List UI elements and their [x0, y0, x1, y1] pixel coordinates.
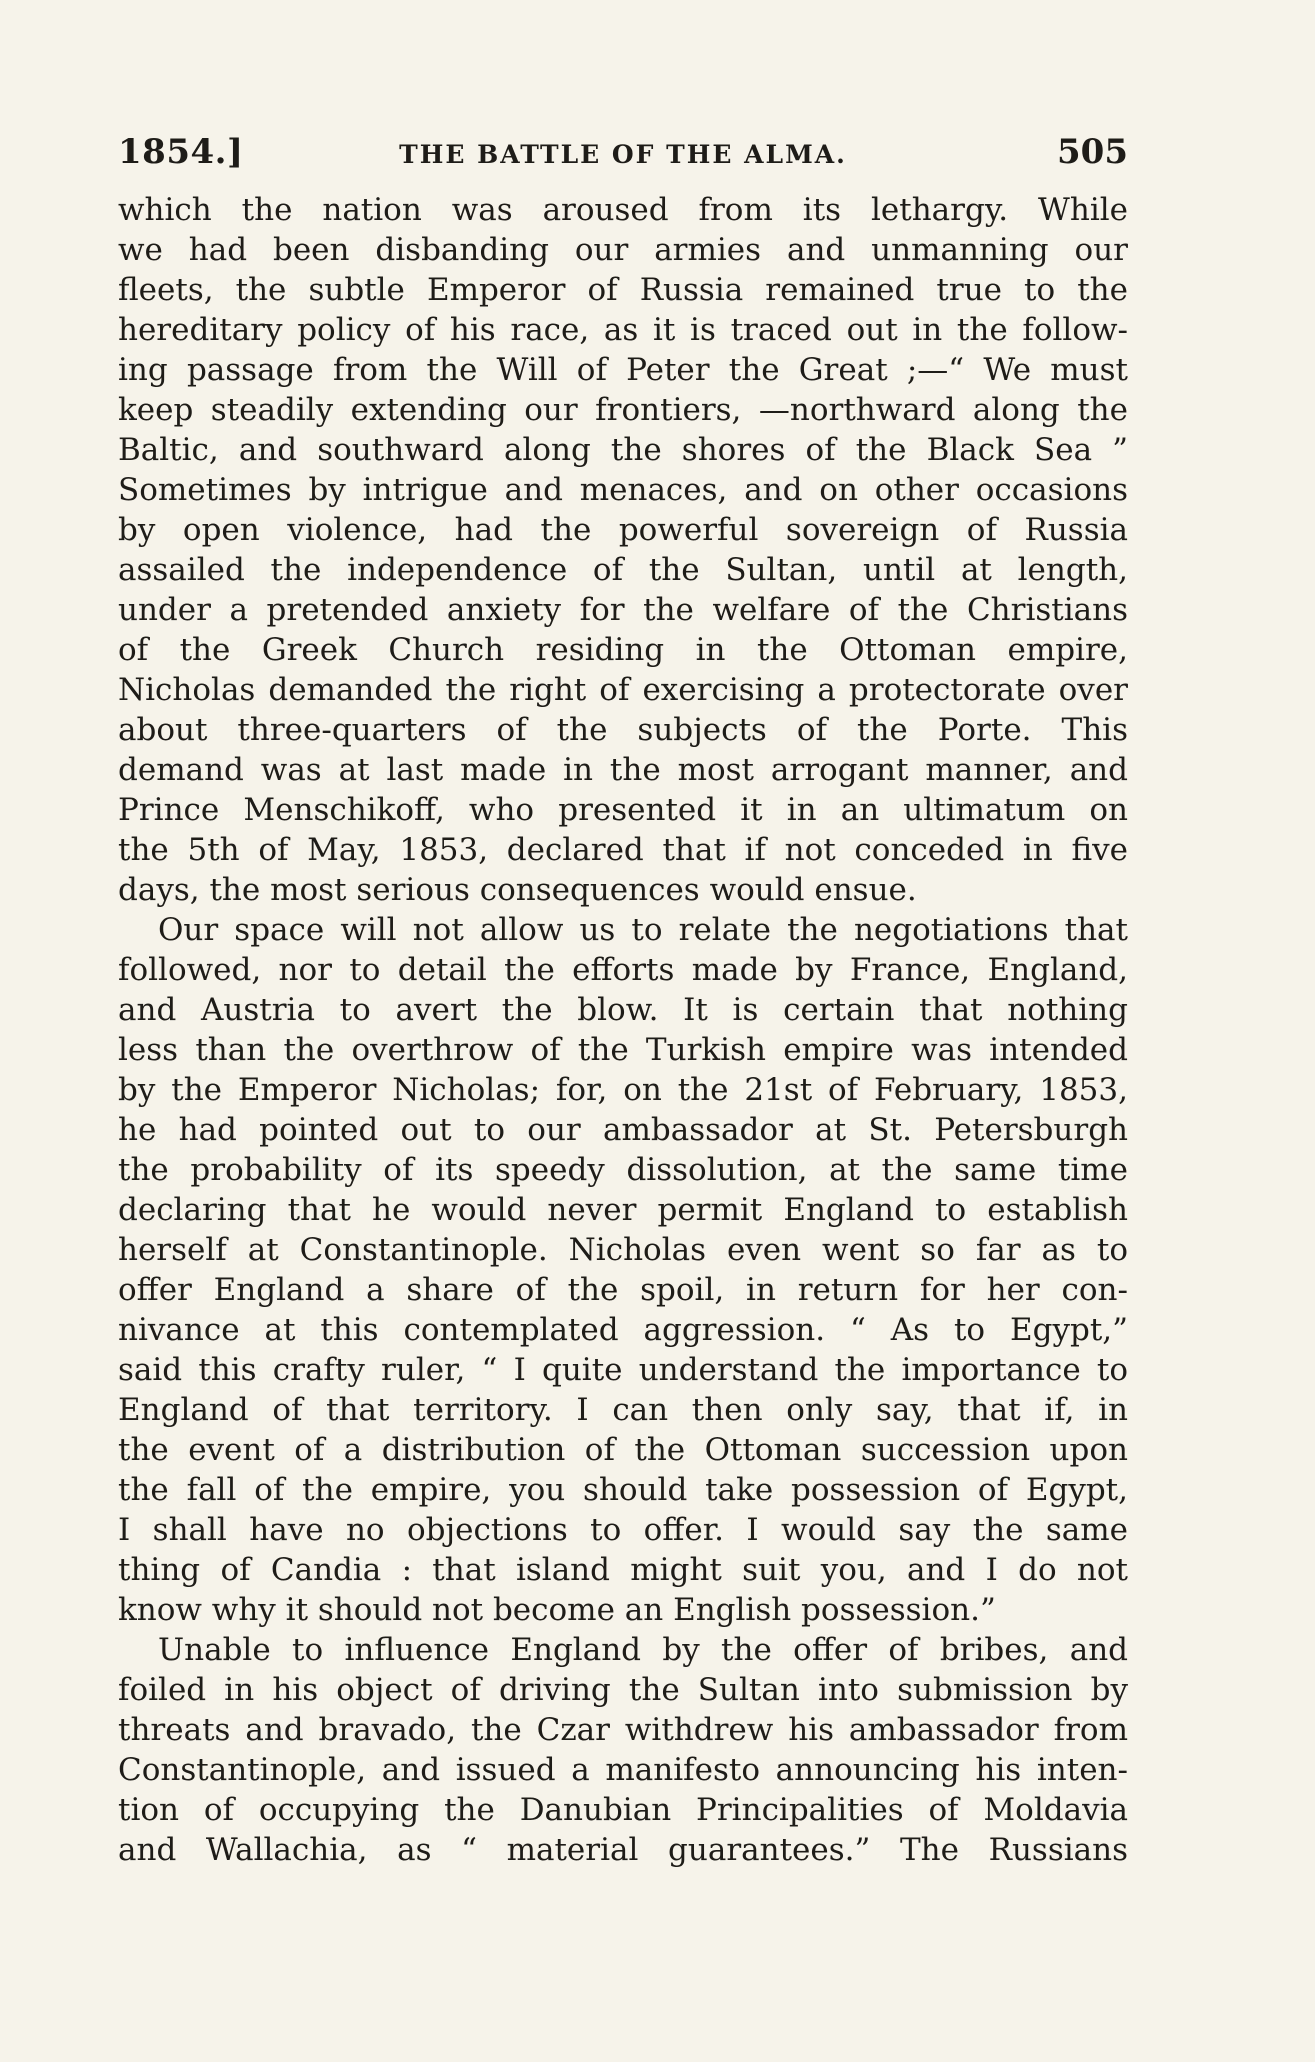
paragraph: [118, 1630, 1128, 1870]
text-line: declaring that he would never permit England to establish: [118, 1192, 1128, 1228]
running-head: [118, 132, 1128, 176]
text-line: know why it should not become an English possession.”: [118, 1592, 996, 1628]
text-line: Constantinople, and issued a manifesto announcing his inten-: [118, 1752, 1128, 1788]
text-line: keep steadily extending our frontiers, —northward along the: [118, 392, 1128, 428]
text-line: and Wallachia, as “ material guarantees.” The Russians: [118, 1832, 1128, 1868]
page-number: 505: [1057, 132, 1128, 172]
text-line: I shall have no objections to offer. I would say the same: [118, 1512, 1128, 1548]
text-line: demand was at last made in the most arrogant manner, and: [118, 752, 1128, 788]
running-head-year: 1854.]: [118, 132, 244, 172]
text-line: threats and bravado, the Czar withdrew his ambassador from: [118, 1712, 1128, 1748]
text-line: which the nation was aroused from its lethargy. While: [118, 192, 1128, 228]
text-line: Our space will not allow us to relate the negotiations that: [158, 912, 1128, 948]
text-line: hereditary policy of his race, as it is traced out in the follow-: [118, 312, 1128, 348]
text-line: the event of a distribution of the Ottoman succession upon: [118, 1432, 1128, 1468]
text-line: and Austria to avert the blow. It is certain that nothing: [118, 992, 1128, 1028]
text-line: foiled in his object of driving the Sultan into submission by: [118, 1672, 1128, 1708]
text-line: assailed the independence of the Sultan, until at length,: [118, 552, 1128, 588]
text-line: under a pretended anxiety for the welfare of the Christians: [118, 592, 1128, 628]
text-line: days, the most serious consequences would ensue.: [118, 872, 917, 908]
text-line: herself at Constantinople. Nicholas even went so far as to: [118, 1232, 1128, 1268]
text-line: the probability of its speedy dissolution, at the same time: [118, 1152, 1128, 1188]
text-line: tion of occupying the Danubian Principalities of Moldavia: [118, 1792, 1128, 1828]
text-line: Baltic, and southward along the shores of the Black Sea ”: [118, 432, 1128, 468]
text-line: Sometimes by intrigue and menaces, and on other occasions: [118, 472, 1128, 508]
text-line: about three-quarters of the subjects of the Porte. This: [118, 712, 1128, 748]
text-line: we had been disbanding our armies and unmanning our: [118, 232, 1128, 268]
text-line: he had pointed out to our ambassador at St. Petersburgh: [118, 1112, 1128, 1148]
running-head-title: THE BATTLE OF THE ALMA.: [399, 140, 847, 169]
text-line: Prince Menschikoff, who presented it in an ultimatum on: [118, 792, 1128, 828]
text-line: Nicholas demanded the right of exercising a protectorate over: [118, 672, 1128, 708]
text-line: fleets, the subtle Emperor of Russia remained true to the: [118, 272, 1128, 308]
text-line: nivance at this contemplated aggression. “ As to Egypt,”: [118, 1312, 1128, 1348]
text-line: of the Greek Church residing in the Ottoman empire,: [118, 632, 1128, 668]
text-line: ing passage from the Will of Peter the Great ;—“ We must: [118, 352, 1128, 388]
paragraph: [118, 910, 1128, 1630]
text-line: Unable to influence England by the offer of bribes, and: [158, 1632, 1128, 1668]
text-line: thing of Candia : that island might suit you, and I do not: [118, 1552, 1128, 1588]
text-line: the fall of the empire, you should take possession of Egypt,: [118, 1472, 1128, 1508]
text-line: England of that territory. I can then only say, that if, in: [118, 1392, 1128, 1428]
body-text: [118, 190, 1128, 1870]
text-line: followed, nor to detail the efforts made by France, England,: [118, 952, 1128, 988]
paragraph: [118, 190, 1128, 910]
text-line: the 5th of May, 1853, declared that if not conceded in five: [118, 832, 1128, 868]
text-line: offer England a share of the spoil, in return for her con-: [118, 1272, 1128, 1308]
text-line: said this crafty ruler, “ I quite understand the importance to: [118, 1352, 1128, 1388]
text-line: by the Emperor Nicholas; for, on the 21st of February, 1853,: [118, 1072, 1128, 1108]
text-line: less than the overthrow of the Turkish empire was intended: [118, 1032, 1128, 1068]
text-line: by open violence, had the powerful sovereign of Russia: [118, 512, 1128, 548]
